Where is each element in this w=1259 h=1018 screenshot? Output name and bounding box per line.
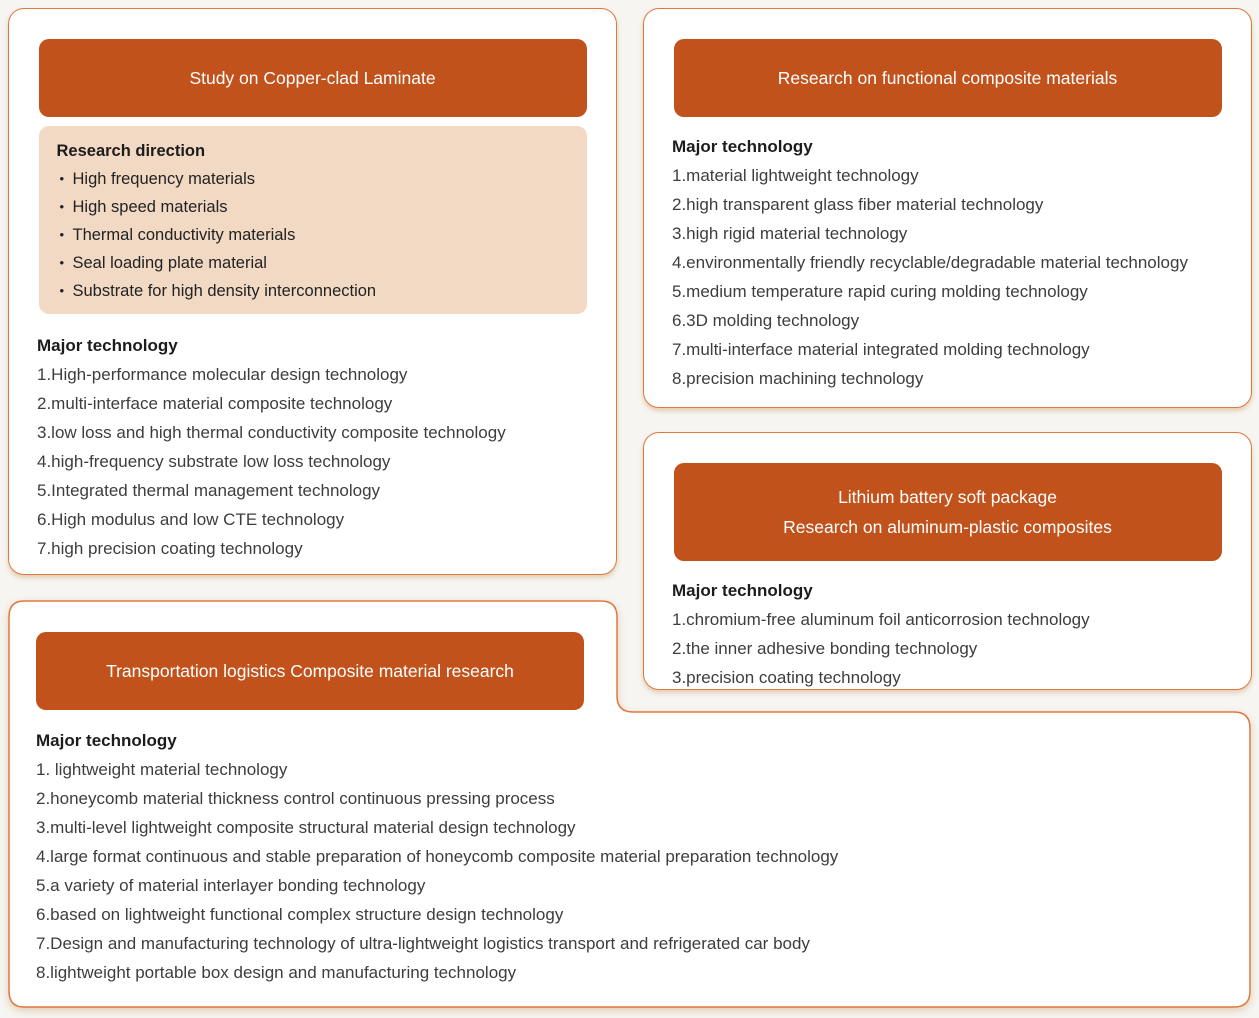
major-technology-label: Major technology — [672, 137, 813, 156]
major-technology-list — [672, 161, 1223, 393]
list-item: 7.high precision coating technology — [37, 539, 303, 558]
list-item: 4.high-frequency substrate low loss technology — [37, 452, 391, 471]
panel-title: Study on Copper-clad Laminate — [189, 68, 436, 88]
panel-transportation-logistics — [8, 600, 1251, 1008]
major-technology-label: Major technology — [36, 731, 177, 750]
list-item: 7.multi-interface material integrated molding technology — [672, 340, 1090, 359]
panel-title-line1: Lithium battery soft package — [838, 487, 1057, 507]
list-item: 1.chromium-free aluminum foil anticorrosion technology — [672, 610, 1090, 629]
panel-title: Research on functional composite materials — [777, 68, 1118, 88]
list-item: 1.material lightweight technology — [672, 166, 919, 185]
list-item: • Substrate for high density interconnection — [57, 277, 569, 305]
list-item: 4.large format continuous and stable preparation of honeycomb composite material preparation technology — [36, 847, 839, 866]
list-item: 2.high transparent glass fiber material technology — [672, 195, 1044, 214]
list-item: 3.precision coating technology — [672, 668, 901, 687]
research-direction-label: Research direction — [56, 142, 206, 160]
list-item: • Thermal conductivity materials — [57, 221, 569, 249]
list-item: 8.precision machining technology — [672, 369, 924, 388]
major-technology-label: Major technology — [37, 336, 178, 355]
panel-copper-clad-laminate — [8, 8, 617, 575]
list-item: 6.based on lightweight functional complex structure design technology — [36, 905, 564, 924]
list-item: 4.environmentally friendly recyclable/degradable material technology — [672, 253, 1188, 272]
panel-title-line2: Research on aluminum-plastic composites — [783, 517, 1112, 537]
list-item: 6.3D molding technology — [672, 311, 860, 330]
list-item: 3.high rigid material technology — [672, 224, 908, 243]
major-technology-label: Major technology — [672, 581, 813, 600]
research-direction-box — [39, 126, 587, 314]
list-item: • High speed materials — [57, 193, 569, 221]
panel-header-functional-composite — [674, 39, 1222, 117]
major-technology-list — [37, 360, 588, 563]
list-item: 3.low loss and high thermal conductivity composite technology — [37, 423, 506, 442]
panel-header-lithium-battery — [674, 463, 1222, 561]
panel-functional-composite-materials — [643, 8, 1252, 408]
panel-header-transportation-logistics — [36, 632, 584, 710]
list-item: 8.lightweight portable box design and manufacturing technology — [36, 963, 517, 982]
list-item: 5.Integrated thermal management technology — [37, 481, 381, 500]
panel-header-copper-clad-laminate — [39, 39, 587, 117]
list-item: 6.High modulus and low CTE technology — [37, 510, 345, 529]
list-item: 2.multi-interface material composite technology — [37, 394, 393, 413]
list-item: 5.a variety of material interlayer bonding technology — [36, 876, 426, 895]
list-item: 7.Design and manufacturing technology of ultra-lightweight logistics transport and refrigerated car body — [36, 934, 810, 953]
list-item: 1. lightweight material technology — [36, 760, 288, 779]
list-item: 5.medium temperature rapid curing molding technology — [672, 282, 1088, 301]
list-item: • Seal loading plate material — [57, 249, 569, 277]
list-item: 3.multi-level lightweight composite structural material design technology — [36, 818, 576, 837]
panel-title: Transportation logistics Composite material research — [106, 661, 514, 681]
major-technology-list — [36, 755, 1223, 987]
list-item: 2.honeycomb material thickness control continuous pressing process — [36, 789, 555, 808]
list-item: • High frequency materials — [57, 165, 569, 193]
list-item: 2.the inner adhesive bonding technology — [672, 639, 978, 658]
list-item: 1.High-performance molecular design technology — [37, 365, 408, 384]
research-direction-list — [57, 165, 569, 305]
